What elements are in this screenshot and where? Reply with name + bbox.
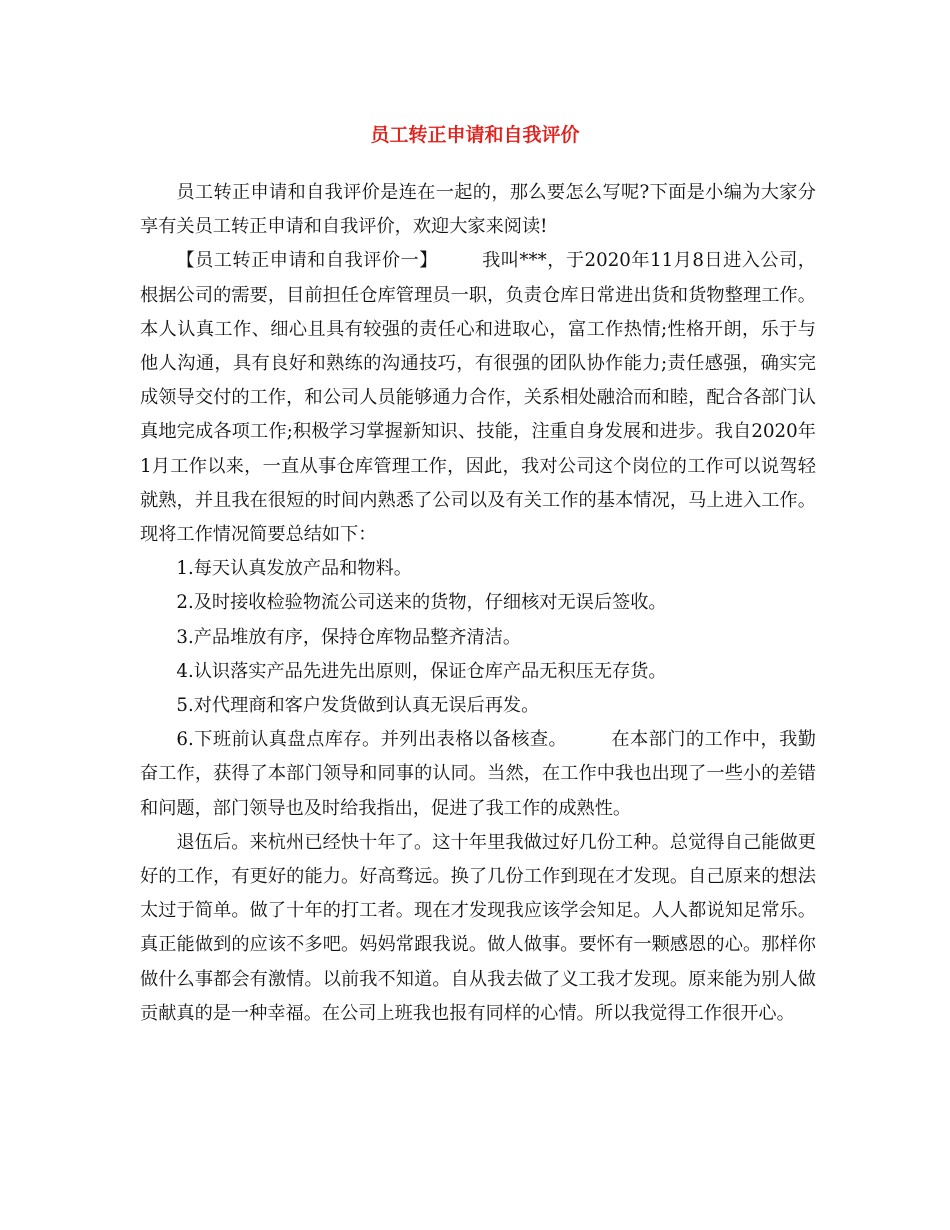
list-item: 3.产品堆放有序，保持仓库物品整齐清洁。: [176, 626, 522, 648]
item6-paragraph: [140, 723, 816, 826]
list-item: 2.及时接收检验物流公司送来的货物，仔细核对无误后签收。: [176, 592, 667, 614]
document-title: 员工转正申请和自我评价: [370, 124, 580, 146]
list-item-6: 6.下班前认真盘点库存。并列出表格以备核查。: [176, 729, 568, 751]
section1-paragraph: [140, 244, 816, 552]
intro-paragraph: 员工转正申请和自我评价是连在一起的，那么要怎么写呢?下面是小编为大家分享有关员工转正申请和自我评价，欢迎大家来阅读!: [140, 182, 816, 238]
document-body: [140, 176, 816, 1031]
list-item: 4.认识落实产品先进先出原则，保证仓库产品无积压无存货。: [176, 660, 667, 682]
section1-heading: 【员工转正申请和自我评价一】: [176, 250, 438, 272]
section1-body: 我叫***，于2020年11月8日进入公司，根据公司的需要，目前担任仓库管理员一职，负责仓库日常进出货和货物整理工作。本人认真工作、细心且具有较强的责任心和进取心，富工作热情;性格开朗，乐于与他人沟通，具有良好和熟练的沟通技巧，有很强的团队协作能力;责任感强，确实完成领导交付的工作，和公司人员能够通力合作，关系相处融洽而和睦，配合各部门认真地完成各项工作;积极学习掌握新知识、技能，注重自身发展和进步。我自2020年1月工作以来，一直从事仓库管理工作，因此，我对公司这个岗位的工作可以说驾轻就熟，并且我在很短的时间内熟悉了公司以及有关工作的基本情况，马上进入工作。现将工作情况简要总结如下：: [140, 250, 816, 546]
list-item: 5.对代理商和客户发货做到认真无误后再发。: [176, 695, 540, 717]
final-paragraph: 退伍后。来杭州已经快十年了。这十年里我做过好几份工种。总觉得自己能做更好的工作，有更好的能力。好高骛远。换了几份工作到现在才发现。自己原来的想法太过于简单。做了十年的打工者。现在才发现我应该学会知足。人人都说知足常乐。真正能做到的应该不多吧。妈妈常跟我说。做人做事。要怀有一颗感恩的心。那样你做什么事都会有激情。以前我不知道。自从我去做了义工我才发现。原来能为别人做贡献真的是一种幸福。在公司上班我也报有同样的心情。所以我觉得工作很开心。: [140, 831, 816, 1024]
list-item: 1.每天认真发放产品和物料。: [176, 558, 412, 580]
item6-followup: 在本部门的工作中，我勤奋工作，获得了本部门领导和同事的认同。当然，在工作中我也出现了一些小的差错和问题，部门领导也及时给我指出，促进了我工作的成熟性。: [140, 729, 816, 819]
